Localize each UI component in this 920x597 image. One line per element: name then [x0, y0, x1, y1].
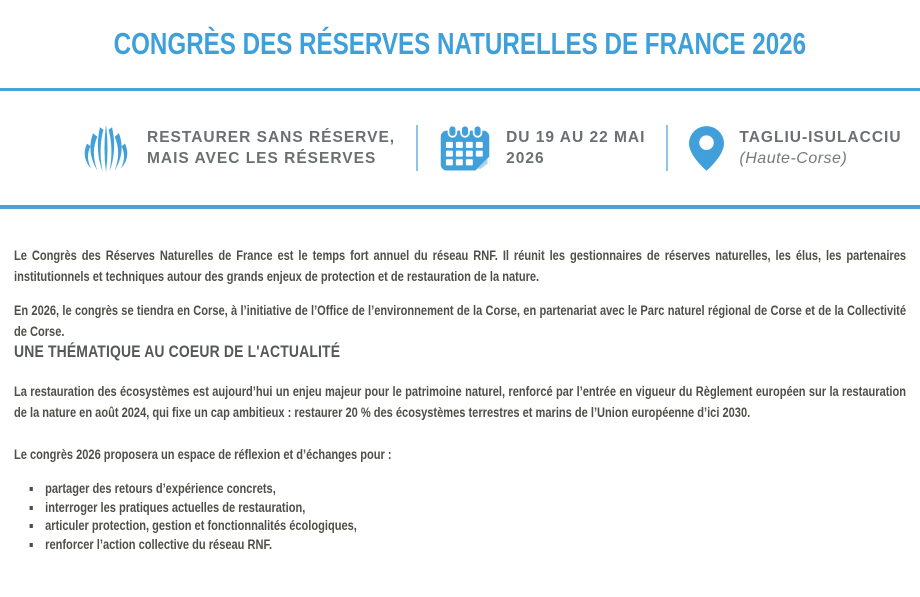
map-pin-icon [689, 126, 724, 171]
section-heading: UNE THÉMATIQUE AU COEUR DE L'ACTUALITÉ [14, 342, 341, 361]
banner-location-line2: (Haute-Corse) [739, 150, 848, 167]
calendar-icon [439, 125, 491, 171]
list-item: ▪ articuler protection, gestion et fonctionnalités écologiques, [42, 517, 906, 536]
page-title: CONGRÈS DES RÉSERVES NATURELLES DE FRANCE 2026 [113, 26, 807, 61]
banner-slogan-item [80, 120, 395, 176]
banner-slogan-line1: RESTAURER SANS RÉSERVE, [147, 129, 396, 146]
banner-date-line2: 2026 [506, 150, 545, 167]
list-item: ▪ renforcer l’action collective du réseau RNF. [42, 536, 906, 555]
banner-date-line1: DU 19 AU 22 MAI [506, 129, 646, 146]
banner-location [739, 127, 901, 169]
banner-date [506, 127, 645, 169]
rnf-grass-icon [80, 120, 132, 176]
intro-paragraph: Le Congrès des Réserves Naturelles de France est le temps fort annuel du réseau RNF. Il réunit les gestionnaires de réserves naturelles, les élus, les partenaires institutionnels et techniques autour des grands enjeux de protection et de restauration de la nature. [14, 248, 907, 284]
page-header [0, 0, 920, 88]
banner-slogan [147, 127, 395, 169]
banner-location-item [689, 126, 901, 171]
main-content [0, 245, 920, 554]
banner-location-line1: TAGLIU-ISULACCIU [739, 129, 902, 146]
body-copy [14, 245, 906, 554]
banner-divider [666, 125, 668, 171]
list-item: ▪ partager des retours d’expérience concrets, [42, 480, 906, 499]
banner-slogan-line2: MAIS AVEC LES RÉSERVES [147, 150, 377, 167]
banner-bottom-rule [0, 205, 920, 209]
objectives-list [14, 480, 906, 554]
banner-divider [416, 125, 418, 171]
restauration-paragraph: La restauration des écosystèmes est aujourd’hui un enjeu majeur pour le patrimoine naturel, renforcé par l’entrée en vigueur du Règlement européen sur la restauration de la nature en août 2024, qui fixe un cap ambitieux : restaurer 20 % des écosystèmes terrestres et marins de l’Union européenne d’ici 2030. [14, 384, 907, 420]
corse-paragraph: En 2026, le congrès se tiendra en Corse, à l’initiative de l’Office de l’environnement de la Corse, en partenariat avec le Parc naturel régional de Corse et de la Collectivité de Corse. [14, 303, 907, 339]
event-banner [0, 91, 920, 205]
congres-intro-paragraph: Le congrès 2026 proposera un espace de réflexion et d’échanges pour : [14, 447, 392, 462]
list-item: ▪ interroger les pratiques actuelles de restauration, [42, 499, 906, 518]
banner-date-item [439, 125, 645, 171]
